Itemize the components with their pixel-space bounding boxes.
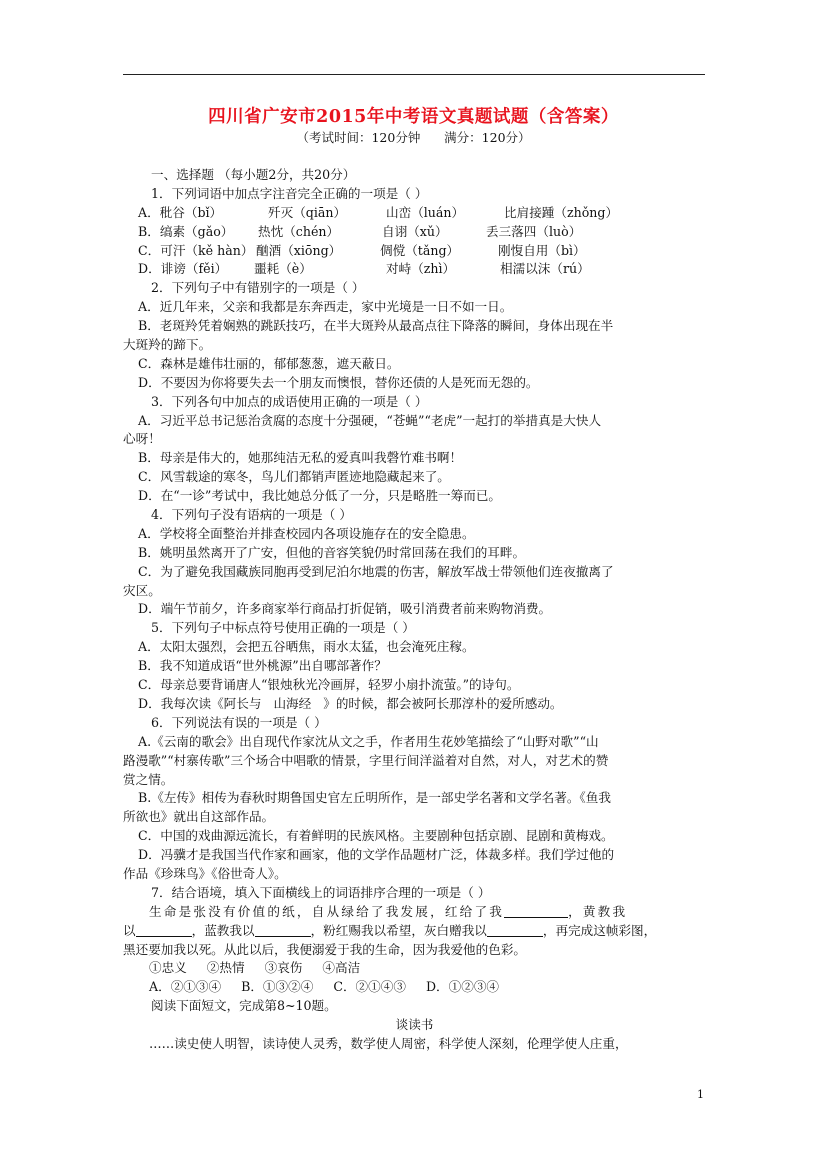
- q6-stem: 6．下列说法有误的一项是（ ）: [151, 714, 327, 730]
- q1-b-2: 热忱（chén）: [258, 223, 340, 239]
- q7-passage-text-3: 以: [123, 922, 136, 938]
- q1-stem: 1．下列词语中加点字注音完全正确的一项是（ ）: [151, 185, 428, 201]
- q1-d-3: 对峙（zhì）: [386, 261, 456, 277]
- q2-stem: 2．下列句子中有错别字的一项是（ ）: [151, 280, 365, 296]
- q1-b-3: 自诩（xǔ）: [382, 223, 448, 239]
- q4-option-d: D．端午节前夕，许多商家举行商品打折促销，吸引消费者前来购物消费。: [138, 601, 552, 617]
- q7-options: A．②①③④ B．①③②④ C．②①④③ D．①②③④: [149, 979, 500, 995]
- q7-passage-line2: [123, 922, 706, 941]
- q1-d-1: D．诽谤（fěi）: [138, 261, 228, 277]
- q2-option-a: A．近几年来，父亲和我都是东奔西走，家中光境是一日不如一日。: [138, 299, 513, 315]
- page-number: 1: [697, 1088, 704, 1101]
- q1-b-4: 丢三落四（luò）: [486, 223, 582, 239]
- reading-intro: 阅读下面短文，完成第8~10题。: [151, 998, 337, 1014]
- q1-d-4: 相濡以沫（rú）: [500, 261, 590, 277]
- q1-c-3: 倜傥（tǎng）: [380, 242, 460, 258]
- q7-passage-line1: [123, 903, 706, 922]
- q3-option-a-line2: 心呀！: [123, 431, 161, 447]
- q1-b-1: B．缟素（gǎo）: [138, 223, 234, 239]
- reading-title: 谈读书: [395, 1017, 434, 1033]
- q6-option-d-line2: 作品《珍珠鸟》《俗世奇人》。: [123, 865, 287, 881]
- q4-option-c-line2: 灾区。: [123, 582, 161, 598]
- section-title: 一、选择题 （每小题2分，共20分）: [151, 167, 356, 182]
- answer-blank-2: [136, 923, 192, 937]
- q5-option-b: B．我不知道成语“世外桃源”出自哪部著作？: [138, 658, 387, 674]
- q1-option-a: [123, 204, 706, 223]
- answer-blank-4: [487, 923, 543, 937]
- q4-option-a: A．学校将全面整治并排查校园内各项设施存在的安全隐患。: [138, 525, 475, 541]
- q7-stem: 7．结合语境，填入下面横线上的词语排序合理的一项是（ ）: [151, 884, 491, 900]
- q4-option-b: B．姚明虽然离开了广安，但他的音容笑貌仍时常回荡在我们的耳畔。: [138, 544, 526, 560]
- q1-a-4: 比肩接踵（zhǒng）: [504, 204, 619, 220]
- q1-a-3: 山峦（luán）: [386, 204, 465, 220]
- q2-option-b-line2: 大斑羚的蹄下。: [123, 337, 212, 353]
- page-title: 四川省广安市2015年中考语文真题试题（含答案）: [208, 107, 619, 127]
- q6-option-a-line3: 赏之情。: [123, 771, 174, 787]
- q5-option-c: C．母亲总要背诵唐人“银烛秋光冷画屏，轻罗小扇扑流萤。”的诗句。: [138, 677, 520, 693]
- q1-c-2: 酗酒（xiōng）: [256, 242, 342, 258]
- q5-stem: 5．下列句子中标点符号使用正确的一项是（ ）: [151, 620, 415, 636]
- q5-option-a: A．太阳太强烈，会把五谷晒焦，雨水太猛，也会淹死庄稼。: [138, 639, 475, 655]
- answer-blank-1: [504, 904, 568, 918]
- q7-passage-text-6: ，再完成这帧彩图，: [542, 922, 657, 938]
- q5-option-d: D．我每次读《阿长与 山海经 》的时候，都会被阿长那淳朴的爱所感动。: [138, 695, 563, 711]
- q7-passage-text-2: ，黄教我: [568, 903, 628, 919]
- exam-info: （考试时间：120分钟 满分：120分）: [296, 130, 531, 145]
- q1-option-b: [123, 223, 706, 242]
- q2-option-c: C．森林是雄伟壮丽的，郁郁葱葱，遮天蔽日。: [138, 355, 400, 371]
- q7-word-list: ①忠义 ②热情 ③哀伤 ④高洁: [149, 960, 361, 976]
- q1-a-2: 歼灭（qiān）: [268, 204, 347, 220]
- answer-blank-3: [255, 923, 311, 937]
- q1-option-c: [123, 242, 706, 261]
- q1-option-d: [123, 260, 706, 279]
- reading-paragraph: ……读史使人明智，读诗使人灵秀，数学使人周密，科学使人深刻，伦理学使人庄重，: [149, 1035, 628, 1051]
- q1-c-4: 刚愎自用（bì）: [498, 242, 586, 258]
- q3-option-a-line1: A．习近平总书记惩治贪腐的态度十分强硬，“苍蝇”“老虎”一起打的举措真是大快人: [138, 412, 602, 428]
- q6-option-a-line2: 路漫歌”“村寨传歌”三个场合中唱歌的情景，字里行间洋溢着对自然，对人，对艺术的赞: [123, 752, 609, 768]
- q1-d-2: 噩耗（è）: [254, 261, 312, 277]
- q6-option-d-line1: D．冯骥才是我国当代作家和画家，他的文学作品题材广泛，体裁多样。我们学过他的: [138, 847, 615, 863]
- q3-option-b: B．母亲是伟大的，她那纯洁无私的爱真叫我磬竹难书啊！: [138, 450, 463, 466]
- q4-option-c-line1: C．为了避免我国藏族同胞再受到尼泊尔地震的伤害，解放军战士带领他们连夜撤离了: [138, 563, 614, 579]
- q6-option-b-line1: B.《左传》相传为春秋时期鲁国史官左丘明所作，是一部史学名著和文学名著。《鱼我: [138, 790, 611, 806]
- q7-passage-text-4: ，蓝教我以: [191, 922, 255, 938]
- q6-option-c: C．中国的戏曲源远流长，有着鲜明的民族风格。主要剧种包括京剧、昆剧和黄梅戏。: [138, 828, 614, 844]
- q7-passage-text-1: 生命是张没有价值的纸，自从绿给了我发展，红给了我: [149, 903, 505, 919]
- q2-option-b-line1: B．老斑羚凭着娴熟的跳跃技巧，在半大斑羚从最高点往下降落的瞬间，身体出现在半: [138, 318, 614, 334]
- q3-option-d: D．在“一诊”考试中，我比她总分低了一分，只是略胜一筹而已。: [138, 488, 502, 504]
- q2-option-d: D．不要因为你将要失去一个朋友而懊恨，替你还债的人是死而无怨的。: [138, 374, 539, 390]
- q6-option-b-line2: 所欲也》就出自这部作品。: [123, 809, 275, 825]
- q7-passage-text-5: ，粉红赐我以希望，灰白赠我以: [310, 922, 487, 938]
- q3-option-c: C．风雪载途的寒冬，鸟儿们都销声匿迹地隐藏起来了。: [138, 469, 450, 485]
- q6-option-a-line1: A.《云南的歌会》出自现代作家沈从文之手，作者用生花妙笔描绘了“山野对歌”“山: [138, 733, 599, 749]
- q3-stem: 3．下列各句中加点的成语使用正确的一项是（ ）: [151, 393, 428, 409]
- q1-c-1: C．可汗（kě hàn）: [138, 242, 254, 258]
- q7-passage-line3: 黑还要加我以死。从此以后，我便溺爱于我的生命，因为我爱他的色彩。: [123, 941, 526, 957]
- exam-body: [123, 166, 706, 1054]
- q1-a-1: A．秕谷（bǐ）: [138, 204, 223, 220]
- q4-stem: 4．下列句子没有语病的一项是（ ）: [151, 507, 352, 523]
- header-rule: [123, 74, 705, 75]
